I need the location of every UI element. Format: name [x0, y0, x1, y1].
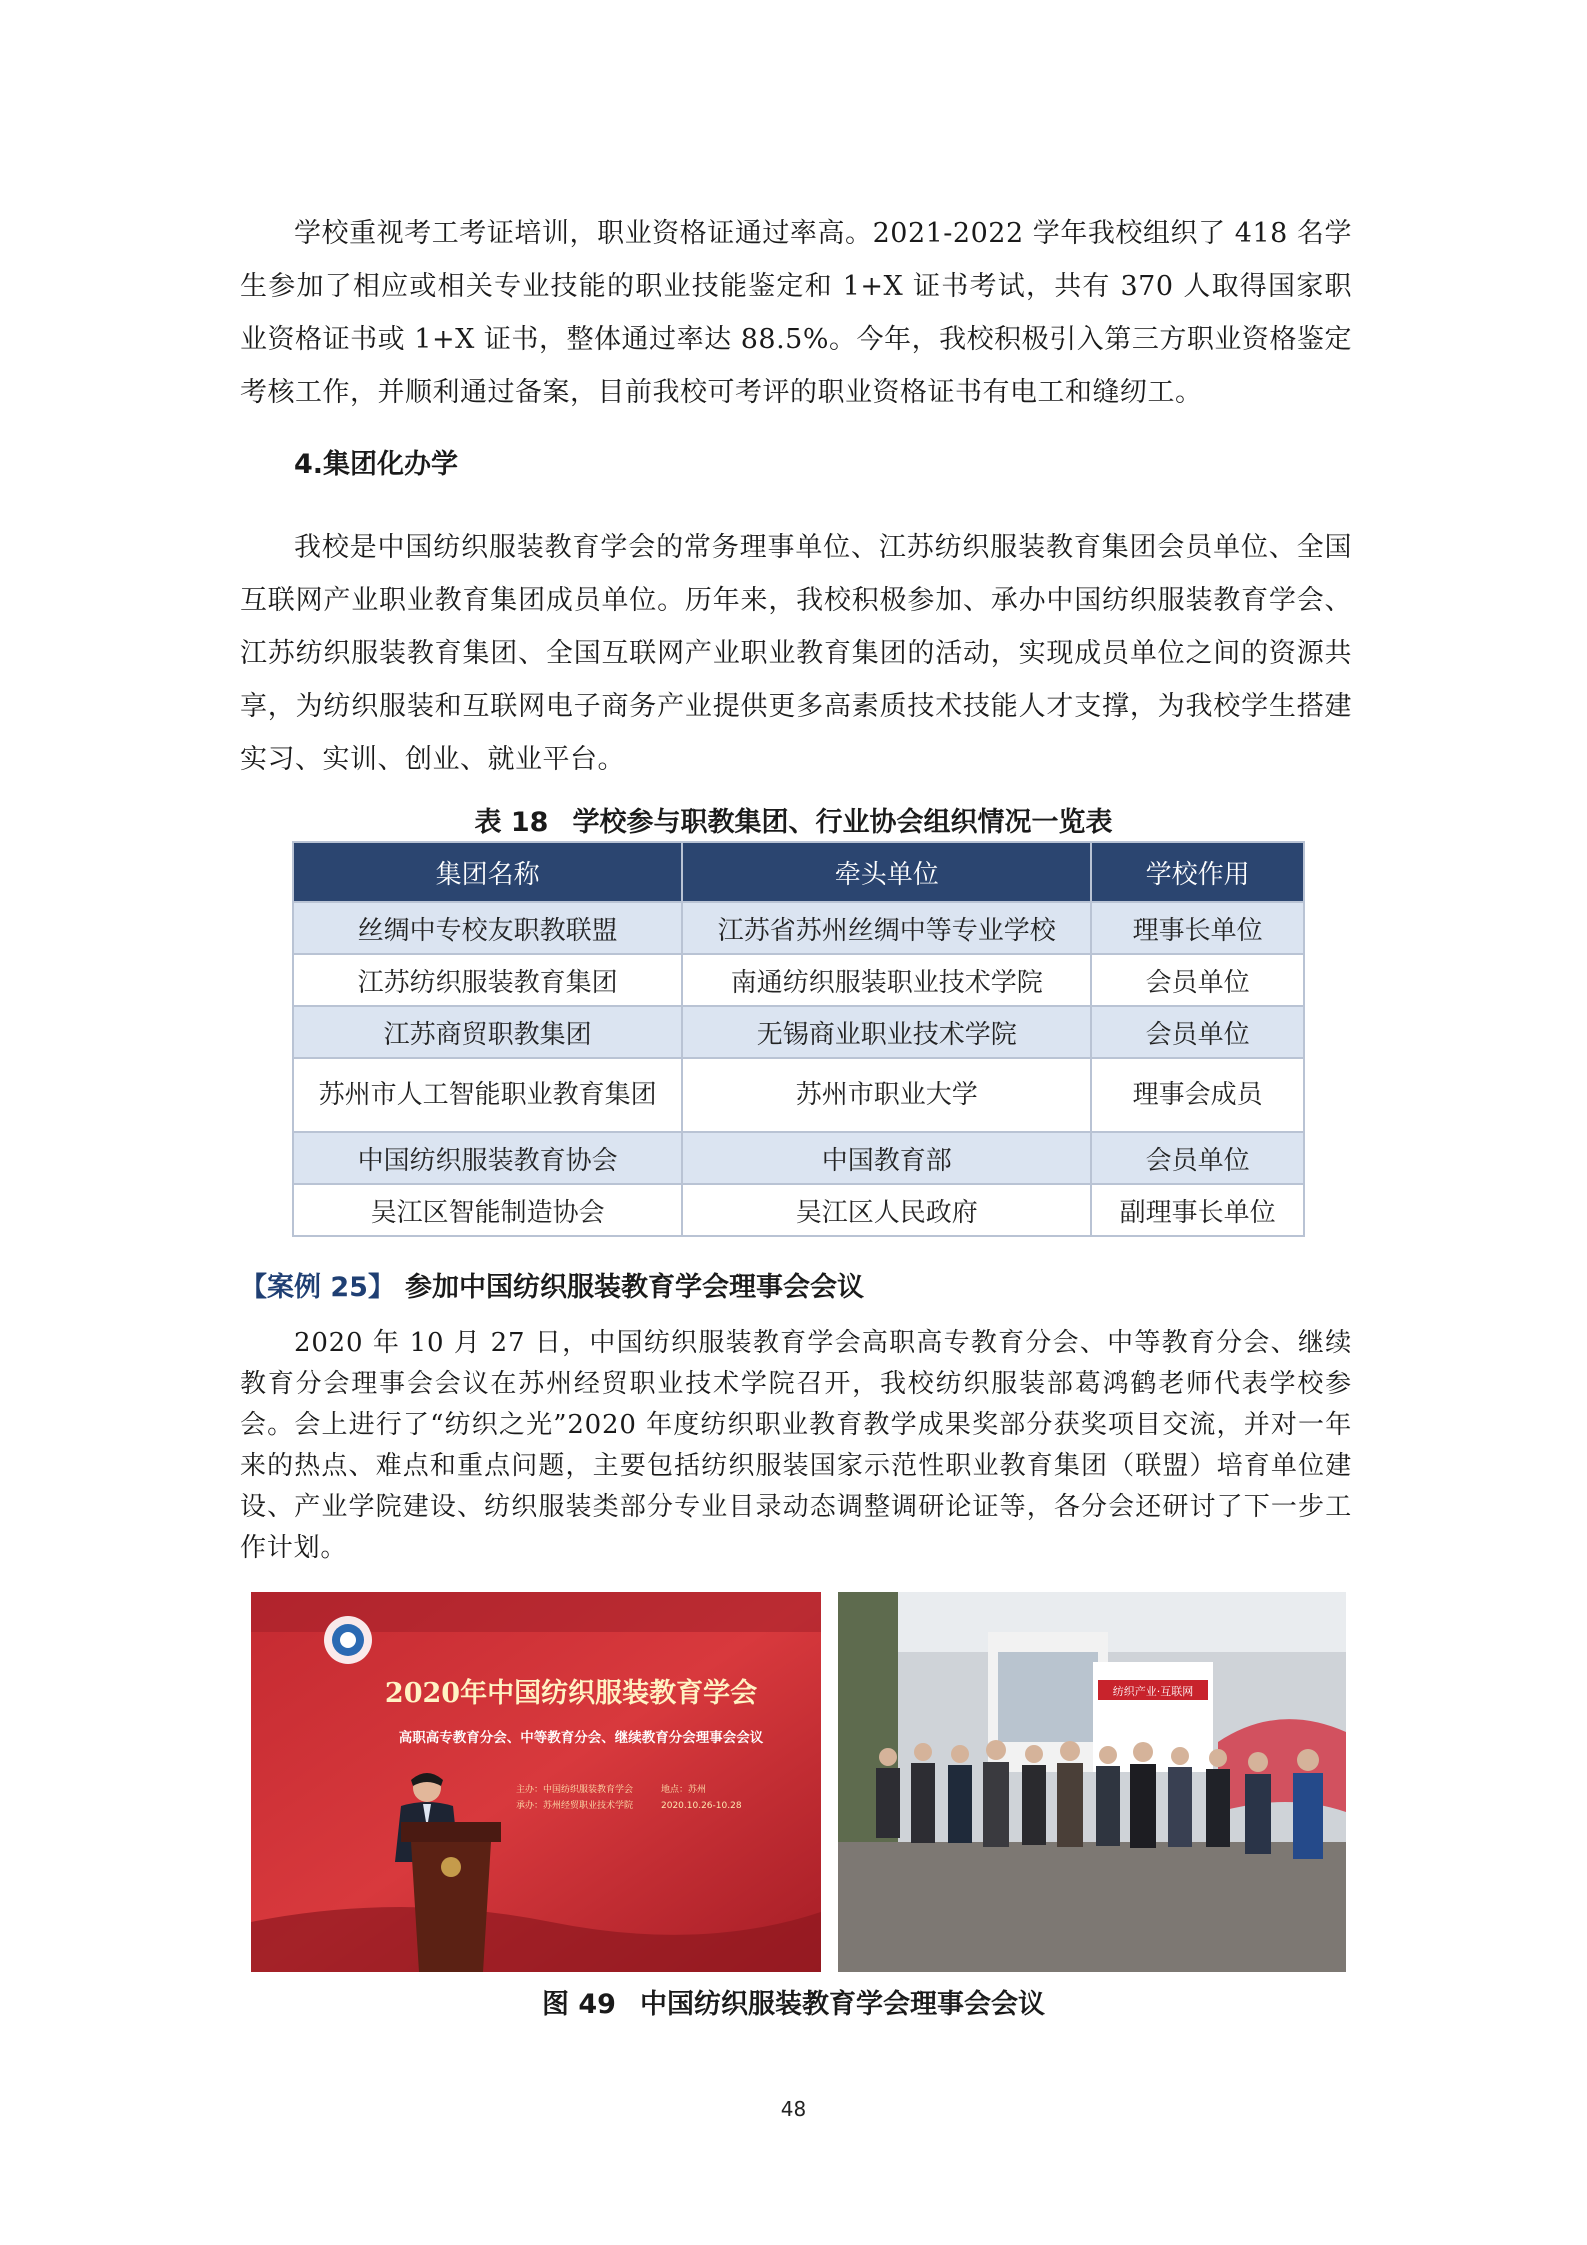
table-cell: 苏州市职业大学 [682, 1058, 1091, 1132]
table-cell: 南通纺织服装职业技术学院 [682, 954, 1091, 1006]
banner-line-2: 高职高专教育分会、中等教育分会、继续教育分会理事会会议 [398, 1730, 764, 1746]
table-cell: 江苏纺织服装教育集团 [293, 954, 682, 1006]
table-row [293, 1006, 1304, 1058]
case-body: 2020 年 10 月 27 日，中国纺织服装教育学会高职高专教育分会、中等教育分会、继续教育分会理事会会议在苏州经贸职业技术学院召开，我校纺织服装部葛鸿鹤老师代表学校参会。会上进行了“纺织之光”2020 年度纺织职业教育教学成果奖部分获奖项目交流，并对一年来的热点、难点和重点问题，主要包括纺织服装国家示范性职业教育集团（联盟）培育单位建设、产业学院建设、纺织服装类部分专业目录动态调整调研论证等，各分会还研讨了下一步工作计划。 [240, 1328, 1352, 1563]
banner-place: 地点：苏州 [661, 1785, 707, 1795]
table-caption [0, 800, 1587, 839]
case-tag: 【案例 25】 [240, 1272, 395, 1303]
exhibition-photo-graphic [838, 1592, 1346, 1972]
table-cell: 无锡商业职业技术学院 [682, 1006, 1091, 1058]
table-cell: 苏州市人工智能职业教育集团 [293, 1058, 682, 1132]
table-row [293, 902, 1304, 954]
figure-caption-number: 图 49 [542, 1989, 616, 2020]
banner-line-1: 2020年中国纺织服装教育学会 [384, 1678, 758, 1709]
table-cell: 吴江区智能制造协会 [293, 1184, 682, 1236]
meeting-photo-graphic [251, 1592, 821, 1972]
paragraph-group-schooling: 我校是中国纺织服装教育学会的常务理事单位、江苏纺织服装教育集团会员单位、全国互联网产业职业教育集团成员单位。历年来，我校积极参加、承办中国纺织服装教育学会、江苏纺织服装教育集团、全国互联网产业职业教育集团的活动，实现成员单位之间的资源共享，为纺织服装和互联网电子商务产业提供更多高素质技术技能人才支撑，为我校学生搭建实习、实训、创业、就业平台。 [240, 532, 1352, 775]
banner-host: 承办：苏州经贸职业技术学院 [516, 1801, 634, 1811]
table-row [293, 1184, 1304, 1236]
table-cell: 江苏商贸职教集团 [293, 1006, 682, 1058]
photo-meeting-speaker [251, 1592, 821, 1972]
table-caption-number: 表 18 [474, 807, 549, 838]
figure-caption [0, 1982, 1587, 2021]
case-title [240, 1265, 864, 1304]
table-row [293, 954, 1304, 1006]
case-heading: 参加中国纺织服装教育学会理事会会议 [404, 1272, 864, 1303]
table-cell: 会员单位 [1091, 1132, 1304, 1184]
table-row [293, 1132, 1304, 1184]
table-row [293, 1058, 1304, 1132]
table-header-cell: 集团名称 [293, 842, 682, 902]
paragraph-certification: 学校重视考工考证培训，职业资格证通过率高。2021-2022 学年我校组织了 418 名学生参加了相应或相关专业技能的职业技能鉴定和 1+X 证书考试，共有 370 人取得国家职业资格证书或 1+X 证书，整体通过率达 88.5%。今年，我校积极引入第三方职业资格鉴定考核工作，并顺利通过备案，目前我校可考评的职业资格证书有电工和缝纫工。 [240, 218, 1352, 408]
table-header-cell: 牵头单位 [682, 842, 1091, 902]
table-cell: 副理事长单位 [1091, 1184, 1304, 1236]
organization-table [292, 841, 1305, 1237]
page-number: 48 [780, 2097, 807, 2121]
table-cell: 中国教育部 [682, 1132, 1091, 1184]
exhibition-screen-text: 纺织产业·互联网 [1112, 1685, 1194, 1698]
table-header-row [293, 842, 1304, 902]
table-cell: 会员单位 [1091, 954, 1304, 1006]
banner-organizer: 主办：中国纺织服装教育学会 [516, 1785, 634, 1795]
table-header-cell: 学校作用 [1091, 842, 1304, 902]
table-cell: 理事长单位 [1091, 902, 1304, 954]
table-caption-text: 学校参与职教集团、行业协会组织情况一览表 [572, 807, 1113, 838]
table-cell: 理事会成员 [1091, 1058, 1304, 1132]
figure-caption-text: 中国纺织服装教育学会理事会会议 [639, 1989, 1045, 2020]
table-cell: 吴江区人民政府 [682, 1184, 1091, 1236]
table-cell: 会员单位 [1091, 1006, 1304, 1058]
banner-date: 2020.10.26-10.28 [661, 1801, 742, 1811]
table-cell: 江苏省苏州丝绸中等专业学校 [682, 902, 1091, 954]
table-cell: 丝绸中专校友职教联盟 [293, 902, 682, 954]
table-cell: 中国纺织服装教育协会 [293, 1132, 682, 1184]
section-heading-group-schooling: 4.集团化办学 [294, 449, 459, 480]
photo-exhibition-visit [838, 1592, 1346, 1972]
